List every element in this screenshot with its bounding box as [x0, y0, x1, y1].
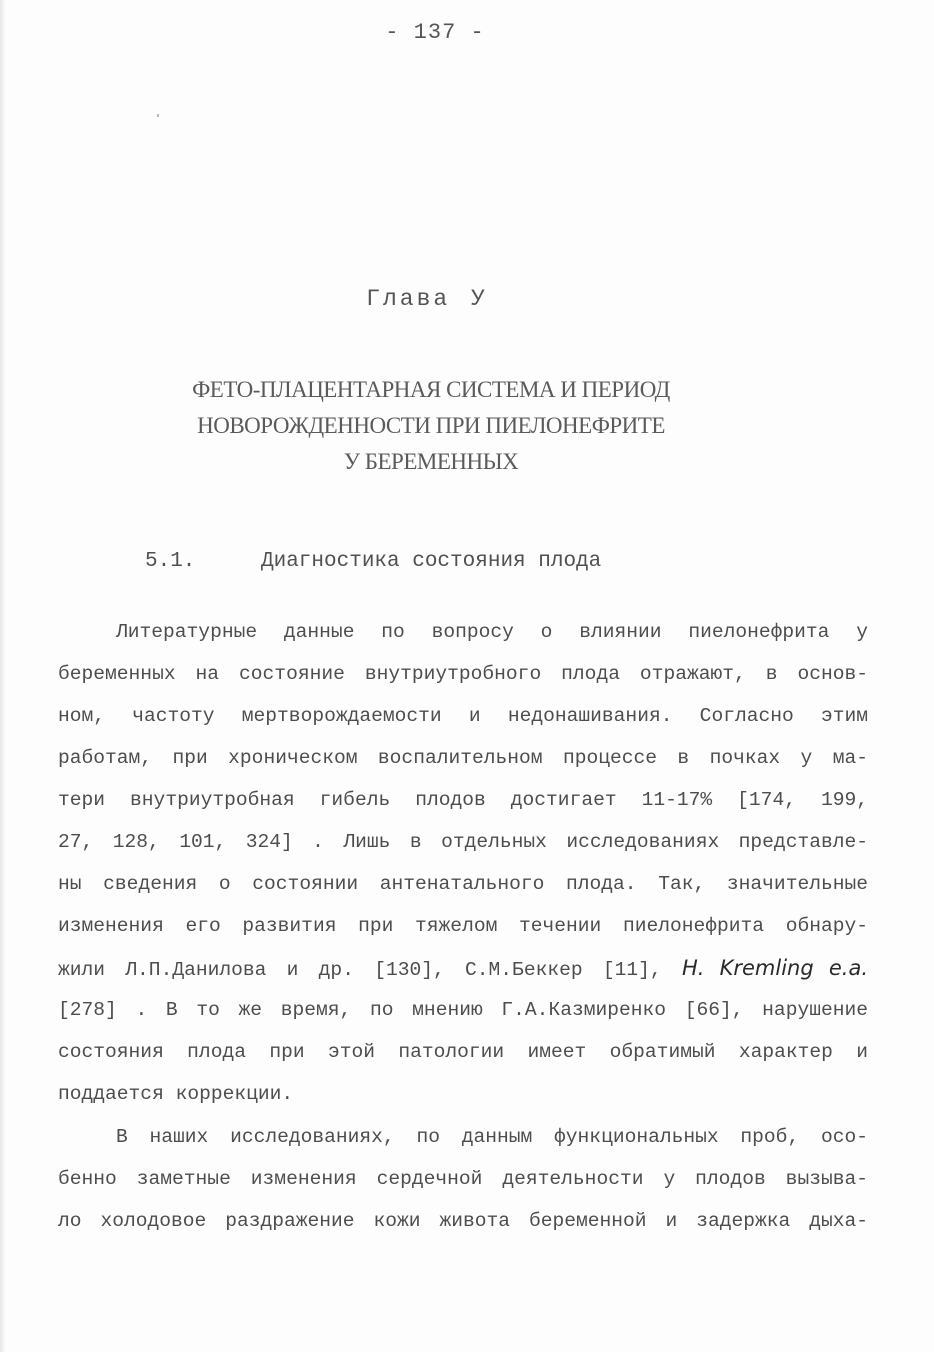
- text-line: бенно заметные изменения сердечной деятельности у плодов вызыва-: [58, 1168, 868, 1190]
- text-line: тери внутриутробная гибель плодов достигает 11-17% [174, 199,: [58, 789, 868, 811]
- text-line: 27, 128, 101, 324] . Лишь в отдельных исследованиях представле-: [58, 831, 868, 853]
- text-line: В наших исследованиях, по данным функциональных проб, осо-: [116, 1126, 868, 1148]
- text-line: ны сведения о состоянии антенатального плода. Так, значительные: [58, 873, 868, 895]
- section-number: 5.1.: [145, 550, 196, 573]
- scan-edge-shade: [0, 0, 6, 1352]
- page-number: - 137 -: [385, 20, 485, 45]
- text-line: изменения его развития при тяжелом течении пиелонефрита обнару-: [58, 915, 868, 937]
- chapter-subtitle: [0, 372, 862, 480]
- chapter-subtitle-line: НОВОРОЖДЕННОСТИ ПРИ ПИЕЛОНЕФРИТЕ: [197, 413, 665, 438]
- text-line: работам, при хроническом воспалительном процессе в почках у ма-: [58, 747, 868, 769]
- text-line: жили Л.П.Данилова и др. [130], С.М.Беккер [11],: [58, 959, 662, 981]
- chapter-title: Глава У: [366, 286, 488, 312]
- scan-speck: [157, 114, 159, 117]
- text-line: ном, частоту мертворождаемости и недонашивания. Согласно этим: [58, 705, 868, 727]
- section-title: Диагностика состояния плода: [261, 550, 602, 573]
- handwritten-author: H. Kremling e.a.: [681, 956, 868, 980]
- paragraph-1: [58, 611, 868, 1115]
- paragraph-2: [58, 1116, 868, 1242]
- text-line-with-handwriting: [58, 947, 868, 989]
- text-line: [278] . В то же время, по мнению Г.А.Казмиренко [66], нарушение: [58, 999, 868, 1021]
- text-line: поддается коррекции.: [58, 1083, 294, 1105]
- chapter-subtitle-line: ФЕТО-ПЛАЦЕНТАРНАЯ СИСТЕМА И ПЕРИОД: [192, 377, 670, 402]
- section-heading: [145, 550, 601, 573]
- text-line: беременных на состояние внутриутробного плода отражают, в основ-: [58, 663, 868, 685]
- text-line: ло холодовое раздражение кожи живота беременной и задержка дыха-: [58, 1210, 868, 1232]
- text-line: Литературные данные по вопросу о влиянии пиелонефрита у: [116, 621, 868, 643]
- text-line: состояния плода при этой патологии имеет обратимый характер и: [58, 1041, 868, 1063]
- chapter-subtitle-line: У БЕРЕМЕННЫХ: [343, 449, 519, 474]
